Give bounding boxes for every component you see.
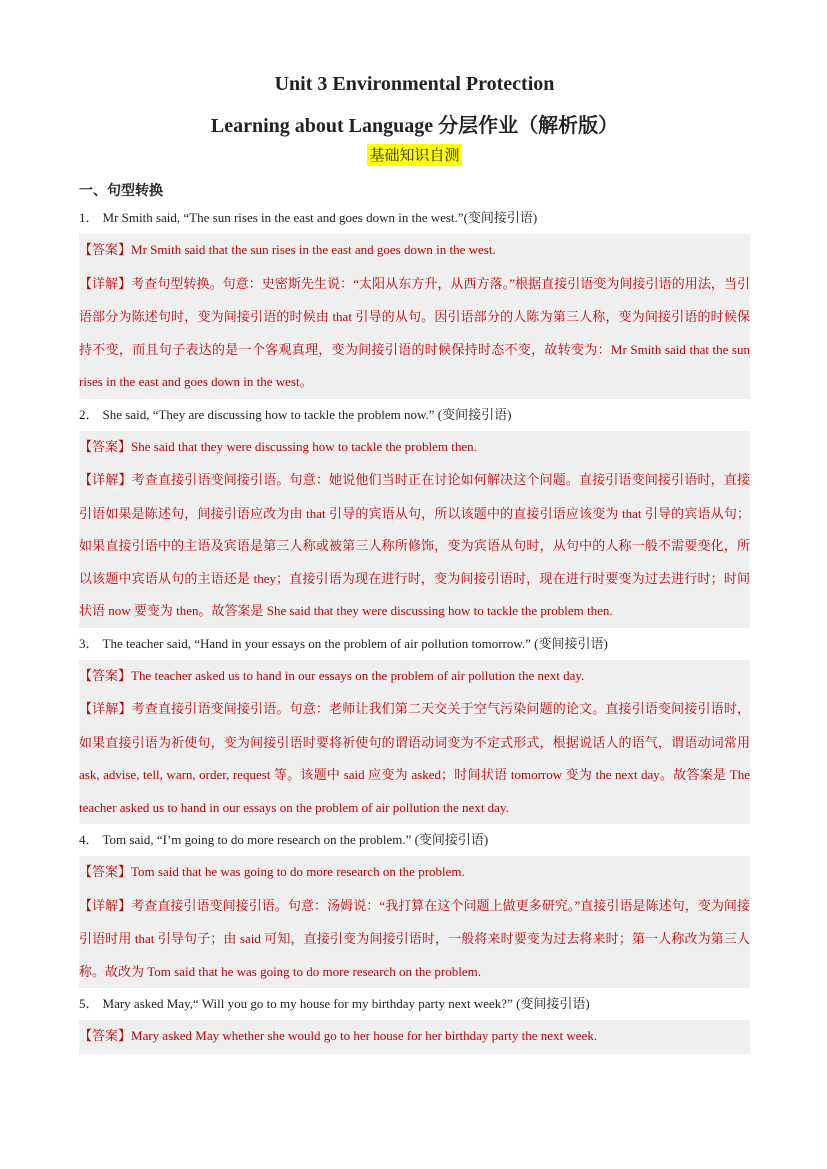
detail-text: 考查直接引语变间接引语。句意：老师让我们第二天交关于空气污染问题的论文。直接引语变间接引语时，如果直接引语为祈使句，变为间接引语时要将祈使句的谓语动词变为不定式形式，根据说话人的语气，谓语动词常用 ask, advise, tell, warn, order, request 等。该题中 said 应变为 asked；时间状语 tomorrow 变为 the next day。故答案是 The teacher asked us to hand in our essays on the problem of air pollution the next day. [79, 701, 750, 815]
answer-text: The teacher asked us to hand in our essays on the problem of air pollution the next day. [131, 667, 585, 683]
answer-block [79, 431, 750, 628]
question-text: The teacher said, “Hand in your essays on the problem of air pollution tomorrow.” (变间接引语) [102, 635, 608, 651]
answer-text: Mary asked May whether she would go to her house for her birthday party the next week. [131, 1028, 598, 1043]
answer-block [79, 856, 750, 988]
detail-tag: 【详解】 [79, 898, 132, 914]
answer-block [79, 660, 750, 825]
detail-tag: 【详解】 [79, 276, 132, 292]
question-number: 1． [79, 210, 99, 225]
question-item [79, 399, 750, 431]
answer-line [79, 431, 750, 465]
detail-paragraph [79, 268, 750, 399]
document-page [79, 70, 750, 1054]
section-heading: 一、句型转换 [79, 183, 163, 199]
answer-line [79, 234, 750, 268]
detail-tag: 【详解】 [79, 702, 132, 717]
detail-text: 考查直接引语变间接引语。句意：她说他们当时正在讨论如何解决这个问题。直接引语变间接引语时，直接引语如果是陈述句，间接引语应改为由 that 引导的宾语从句，所以该题中的直接引语应该变为 that 引导的宾语从句；如果直接引语中的主语及宾语是第三人称或被第三人称所修饰，变为宾语从句时，从句中的人称一般不需要变化，所以该题中宾语从句的主语还是 they；直接引语为现在进行时，变为间接引语时，现在进行时要变为过去进行时；时间状语 now 要变为 then。故答案是 She said that they were discussing how to tackle the problem then. [79, 472, 750, 618]
answer-text: Tom said that he was going to do more research on the problem. [131, 864, 465, 879]
document-subtitle: Learning about Language 分层作业（解析版） [210, 115, 619, 137]
question-text: Mary asked May,“ Will you go to my house for my birthday party next week?” (变间接引语) [102, 996, 590, 1011]
question-number: 3． [79, 635, 99, 651]
answer-line [79, 856, 750, 890]
answer-tag: 【答案】 [79, 1029, 132, 1044]
highlighted-section-label: 基础知识自测 [369, 146, 460, 164]
question-item [79, 628, 750, 660]
detail-paragraph [79, 890, 750, 989]
answer-block [79, 234, 750, 399]
question-item [79, 202, 750, 234]
answer-tag: 【答案】 [79, 865, 132, 880]
detail-text: 考查直接引语变间接引语。句意：汤姆说：“我打算在这个问题上做更多研究。”直接引语是陈述句，变为间接引语时用 that 引导句子；由 said 可知，直接引变为间接引语时，一般将来时要变为过去将来时；第一人称改为第三人称。故改为 Tom said that he was going to do more research on the problem. [79, 897, 750, 979]
answer-text: She said that they were discussing how to tackle the problem then. [131, 438, 477, 454]
detail-paragraph [79, 693, 750, 824]
question-text: She said, “They are discussing how to tackle the problem now.” (变间接引语) [102, 406, 512, 422]
section-label-wrap [79, 144, 750, 168]
detail-tag: 【详解】 [79, 473, 132, 488]
detail-text: 考查句型转换。句意：史密斯先生说：“太阳从东方升，从西方落。”根据直接引语变为间接引语的用法，当引语部分为陈述句时，变为间接引语的时候由 that 引导的从句。因引语部分的人陈为第三人称，变为间接引语的时候保持不变，而且句子表达的是一个客观真理，变为间接引语的时候保持时态不变，故转变为：Mr Smith said that the sun rises in the east and goes down in the west。 [79, 275, 750, 389]
question-number: 4． [79, 832, 99, 847]
answer-line [79, 1020, 750, 1054]
answer-block [79, 1020, 750, 1054]
question-text: Mr Smith said, “The sun rises in the east and goes down in the west.”(变间接引语) [102, 210, 538, 225]
question-item [79, 988, 750, 1020]
answer-tag: 【答案】 [79, 668, 132, 684]
answer-line [79, 660, 750, 694]
question-item [79, 824, 750, 856]
question-text: Tom said, “I’m going to do more research on the problem.” (变间接引语) [102, 832, 489, 847]
document-title: Unit 3 Environmental Protection [274, 73, 555, 95]
detail-paragraph [79, 464, 750, 628]
answer-tag: 【答案】 [79, 243, 132, 258]
question-number: 2． [79, 406, 99, 422]
answer-tag: 【答案】 [79, 439, 132, 455]
question-number: 5． [79, 996, 99, 1011]
answer-text: Mr Smith said that the sun rises in the east and goes down in the west. [131, 242, 496, 257]
